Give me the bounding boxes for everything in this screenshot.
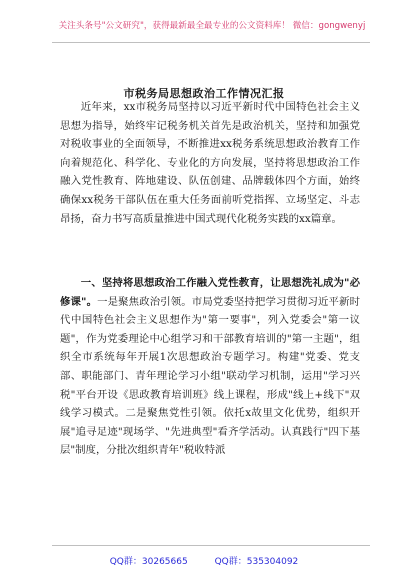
footer-qq-group-2: QQ群：535304092 bbox=[214, 557, 299, 567]
intro-paragraph: 近年来，xx市税务局坚持以习近平新时代中国特色社会主义思想为指导，始终牢记税务机关首先是政治机关，坚持和加强党对税收事业的全面领导，不断推进xx税务系统思想政治教育工作向着规范化、科学化、专业化的方向发展，坚持将思想政治工作融入党性教育、阵地建设、队伍创建、品牌载体四个方面，始终确保xx税务干部队伍在重大任务面前听党指挥、立场坚定、斗志昂扬，奋力书写高质量推进中国式现代化税务实践的xx篇章。 bbox=[60, 101, 360, 225]
section-1-heading: 一、坚持将思想政治工作融入党性教育，让思想洗礼成为"必修课"。 bbox=[60, 277, 360, 308]
footer bbox=[0, 554, 408, 567]
document-title: 市税务局思想政治工作情况汇报 bbox=[123, 87, 285, 100]
footer-qq-group-1: QQ群：30265665 bbox=[109, 557, 188, 567]
header-banner: 关注头条号"公文研究"，获得最新最全最专业的公文资料库！ 微信：gongwenyj bbox=[58, 21, 366, 31]
header-divider bbox=[52, 42, 370, 43]
section-1-paragraph bbox=[60, 274, 360, 460]
section-1-body: 一是聚焦政治引领。市局党委坚持把学习贯彻习近平新时代中国特色社会主义思想作为"第一要事"，列入党委会"第一议题"，作为党委理论中心组学习和干部教育培训的"第一主题"，组织全市系统每年开展1次思想政治专题学习。构建"党委、党支部、职能部门、青年理论学习小组"联动学习机制，运用"学习兴税"平台开设《思政教育培训班》线上课程，形成"线上+线下"双线学习模式。二是聚焦党性引领。依托x故里文化优势，组织开展"追寻足迹"现场学、"先进典型"看齐学活动。认真践行"四下基层"制度，分批次组织青年"税收特派 bbox=[60, 295, 360, 457]
footer-divider bbox=[52, 545, 370, 546]
